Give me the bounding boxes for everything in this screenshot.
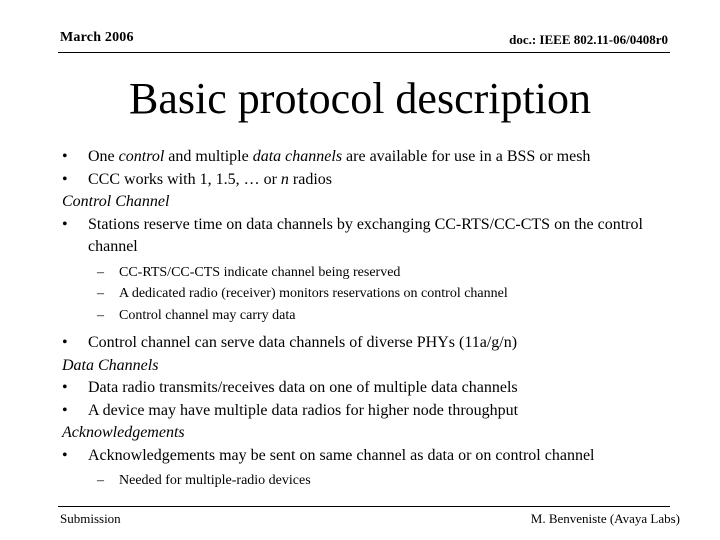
header-date: March 2006 [60,30,134,45]
sub-bullet-multi-radio: – Needed for multiple-radio devices [62,470,672,492]
bullet-icon: • [62,334,68,351]
slide-body [62,146,672,492]
header-rule [58,52,670,53]
dash-icon: – [97,473,104,488]
sub-bullet-carry-data: – Control channel may carry data [62,305,672,327]
sub-bullet-dedicated-radio: – A dedicated radio (receiver) monitors reservations on control channel [62,283,672,305]
bullet-icon: • [62,148,68,165]
bullet-icon: • [62,170,68,188]
bullet-control-data-channels: • One control and multiple data channels are available for use in a BSS or mesh [62,146,672,169]
footer-submission: Submission [60,511,121,526]
bullet-icon: • [62,446,68,464]
heading-acknowledgements: Acknowledgements [62,424,185,441]
bullet-diverse-phys: • Control channel can serve data channels of diverse PHYs (11a/g/n) [62,332,672,355]
bullet-icon: • [62,215,68,233]
header-doc-id: doc.: IEEE 802.11-06/0408r0 [509,32,668,47]
footer-rule [58,506,670,507]
dash-icon: – [97,307,104,323]
bullet-icon: • [62,379,68,396]
bullet-multiple-data-radios: • A device may have multiple data radios for higher node throughput [62,400,672,423]
sub-bullet-indicate-reserved: – CC-RTS/CC-CTS indicate channel being reserved [62,262,672,284]
bullet-ack-channel: • Acknowledgements may be sent on same channel as data or on control channel [62,445,672,468]
slide-title: Basic protocol description [129,74,591,123]
heading-control-channel: Control Channel [62,193,170,210]
footer-author: M. Benveniste (Avaya Labs) [530,511,680,526]
heading-data-channels: Data Channels [62,356,159,374]
bullet-radios: • CCC works with 1, 1.5, … or n radios [62,169,672,192]
dash-icon: – [97,286,104,301]
bullet-icon: • [62,401,68,419]
bullet-reserve-time: • Stations reserve time on data channels by exchanging CC-RTS/CC-CTS on the control channel [62,215,643,255]
dash-icon: – [97,264,104,280]
bullet-data-radio: • Data radio transmits/receives data on one of multiple data channels [62,377,672,400]
